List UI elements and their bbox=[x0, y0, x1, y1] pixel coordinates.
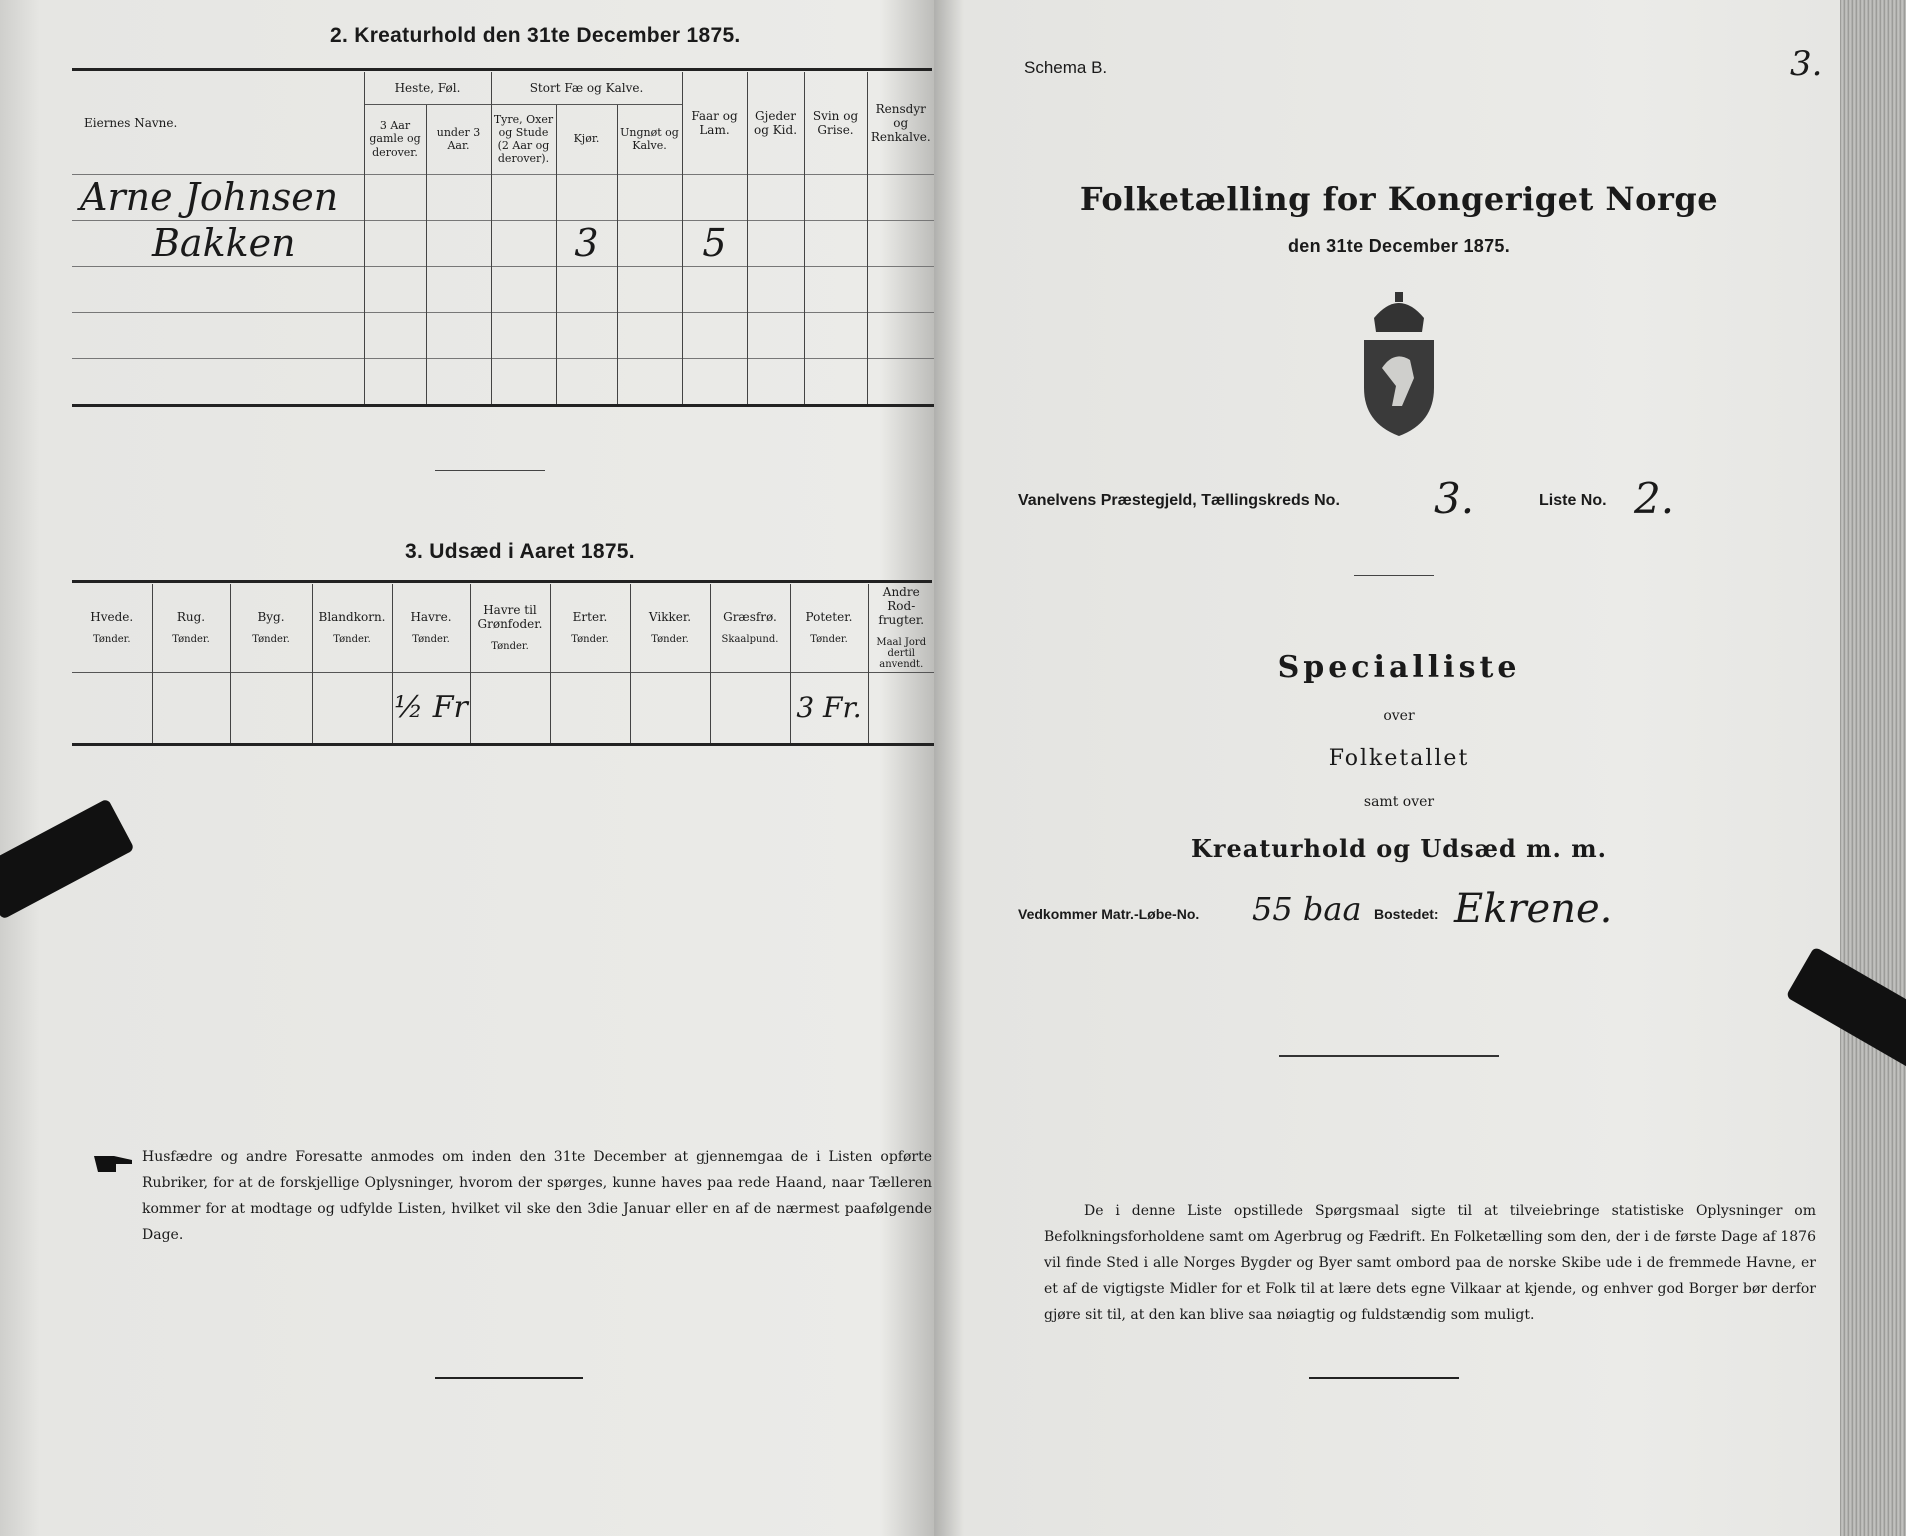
seed-col-name: Blandkorn. bbox=[318, 610, 386, 625]
col-cattle: Stort Fæ og Kalve. bbox=[491, 72, 682, 104]
seed-col-unit: Tønder. bbox=[252, 634, 290, 646]
seed-col-name: Andre Rod-frugter. bbox=[878, 585, 925, 628]
seed-col-10 bbox=[868, 584, 934, 672]
seed-col-unit: Skaalpund. bbox=[721, 634, 779, 646]
cows-count: 3 bbox=[574, 221, 599, 265]
seed-col-unit: Tønder. bbox=[651, 634, 689, 646]
census-date: den 31te December 1875. bbox=[1287, 236, 1511, 256]
seed-col-1 bbox=[152, 584, 230, 672]
livestock-table bbox=[72, 72, 934, 407]
seed-col-unit: Tønder. bbox=[810, 634, 848, 646]
seed-col-5 bbox=[470, 584, 550, 672]
list-label: Liste No. bbox=[1539, 492, 1607, 509]
also-over-label: samt over bbox=[1363, 794, 1435, 810]
seed-col-9 bbox=[790, 584, 868, 672]
seed-col-unit: Tønder. bbox=[491, 641, 529, 653]
seed-col-7 bbox=[630, 584, 710, 672]
population-label: Folketallet bbox=[1328, 746, 1470, 771]
divider bbox=[72, 580, 932, 583]
short-rule bbox=[1309, 1377, 1459, 1379]
seed-col-name: Rug. bbox=[176, 610, 206, 625]
seed-col-name: Poteter. bbox=[805, 610, 853, 625]
oats-amount: ½ Fr bbox=[394, 690, 468, 725]
seed-col-4 bbox=[392, 584, 470, 672]
seed-col-unit: Tønder. bbox=[333, 634, 371, 646]
seed-col-name: Vikker. bbox=[648, 610, 692, 625]
divider bbox=[72, 68, 932, 71]
col-horses-adult: 3 Aar gamle og derover. bbox=[364, 104, 426, 174]
section3-title: 3. Udsæd i Aaret 1875. bbox=[405, 540, 635, 563]
list-number: 2. bbox=[1634, 474, 1675, 523]
livestock-label: Kreaturhold og Udsæd m. m. bbox=[1191, 834, 1607, 863]
col-cattle-cows: Kjør. bbox=[556, 104, 617, 174]
seed-col-6 bbox=[550, 584, 630, 672]
matr-label: Vedkommer Matr.-Løbe-No. bbox=[1018, 906, 1200, 922]
district-label: Vanelvens Præstegjeld, Tællingskreds No. bbox=[1018, 492, 1340, 509]
seed-col-3 bbox=[312, 584, 392, 672]
seed-col-name: Hvede. bbox=[90, 610, 134, 625]
page-number: 3. bbox=[1790, 44, 1823, 84]
pointing-hand-icon bbox=[92, 1150, 134, 1176]
short-rule bbox=[435, 470, 545, 471]
right-page bbox=[934, 0, 1864, 1536]
seed-col-name: Byg. bbox=[257, 610, 285, 625]
schema-label: Schema B. bbox=[1024, 58, 1108, 77]
section2-title: 2. Kreaturhold den 31te December 1875. bbox=[330, 24, 741, 47]
seed-col-2 bbox=[230, 584, 312, 672]
col-sheep: Faar og Lam. bbox=[682, 72, 747, 174]
short-rule bbox=[1354, 575, 1434, 576]
norway-coat-of-arms-icon bbox=[1354, 288, 1444, 438]
owner-name: Arne Johnsen bbox=[80, 175, 339, 219]
seed-col-unit: Tønder. bbox=[92, 634, 131, 646]
matr-value: 55 baa bbox=[1252, 890, 1362, 928]
main-title: Folketælling for Kongeriget Norge bbox=[1079, 180, 1719, 218]
seed-col-0 bbox=[72, 584, 152, 672]
sheep-count: 5 bbox=[702, 221, 727, 265]
col-horses: Heste, Føl. bbox=[364, 72, 491, 104]
col-owner: Eiernes Navne. bbox=[84, 115, 178, 130]
seed-col-name: Græsfrø. bbox=[723, 610, 777, 625]
notice-text: Husfædre og andre Foresatte anmodes om inden den 31te December at gjennemgaa de i Listen opførte Rubriker, for at de forskjellige Oplysninger, hvorom der spørges, kunne haves paa rede Haand, naar Tælleren kommer for at modtage og udfylde Listen, hvilket vil ske den 3die Januar eller en af de nærmest paafølgende Dage. bbox=[142, 1149, 932, 1243]
seed-col-name: Havre til Grønfoder. bbox=[477, 603, 543, 632]
district-number: 3. bbox=[1434, 474, 1475, 523]
seed-col-unit: Maal Jord dertil anvendt. bbox=[876, 637, 927, 671]
seed-col-unit: Tønder. bbox=[412, 634, 450, 646]
left-page bbox=[0, 0, 934, 1536]
special-list-title: Specialliste bbox=[1277, 650, 1521, 685]
col-reindeer: Rensdyr og Renkalve. bbox=[867, 72, 934, 174]
seed-col-unit: Tønder. bbox=[172, 634, 210, 646]
page-edges bbox=[1840, 0, 1906, 1536]
owner-farm: Bakken bbox=[152, 221, 296, 265]
col-pigs: Svin og Grise. bbox=[804, 72, 867, 174]
col-cattle-bulls: Tyre, Oxer og Stude (2 Aar og derover). bbox=[491, 104, 556, 174]
explanation-paragraph: De i denne Liste opstillede Spørgsmaal sigte til at tilveiebringe statistiske Oplysninger om Befolkningsforholdene samt om Agerbrug og Fædrift. En Folketælling som den, der i de første Dage af 1876 vil finde Sted i alle Norges Bygder og Byer samt ombord paa de norske Skibe ude i de fremmede Havne, er et af de vigtigste Midler for et Folk til at lære dets egne Vilkaar at kjende, og enhver god Borger bør derfor gjøre sit til, at den kan blive saa nøiagtig og fuldstændig som muligt. bbox=[1044, 1203, 1816, 1323]
seed-col-8 bbox=[710, 584, 790, 672]
short-rule bbox=[435, 1377, 583, 1379]
owner-cell bbox=[72, 174, 364, 220]
seed-col-unit: Tønder. bbox=[571, 634, 609, 646]
col-horses-young: under 3 Aar. bbox=[426, 104, 491, 174]
seed-col-name: Erter. bbox=[572, 610, 608, 625]
residence-value: Ekrene. bbox=[1454, 886, 1613, 932]
potatoes-amount: 3 Fr. bbox=[796, 691, 862, 724]
short-rule bbox=[1279, 1055, 1499, 1057]
col-cattle-calves: Ungnøt og Kalve. bbox=[617, 104, 682, 174]
seed-col-name: Havre. bbox=[410, 610, 452, 625]
col-goats: Gjeder og Kid. bbox=[747, 72, 804, 174]
residence-label: Bostedet: bbox=[1374, 906, 1439, 922]
seed-table bbox=[72, 584, 934, 746]
over-label: over bbox=[1383, 708, 1415, 724]
